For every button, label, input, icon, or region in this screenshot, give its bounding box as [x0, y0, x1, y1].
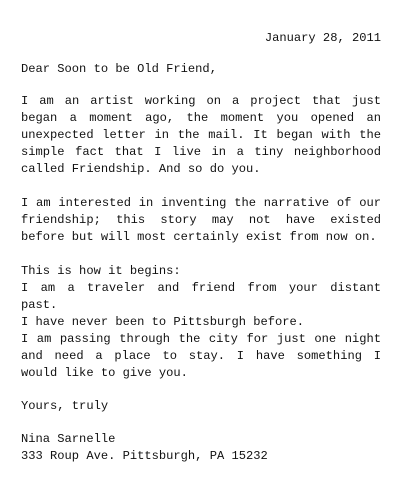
story-block — [21, 263, 381, 382]
letter-closing: Yours, truly — [21, 399, 109, 413]
story-line-traveler: I am a traveler and friend from your distant past. — [21, 281, 381, 312]
letter-paragraph-2: I am interested in inventing the narrative of our friendship; this story may not have existed before but will most certainly exist from now on. — [21, 196, 381, 244]
story-intro-line: This is how it begins: — [21, 264, 181, 278]
signature-name: Nina Sarnelle — [21, 432, 116, 446]
story-line-pittsburgh: I have never been to Pittsburgh before. — [21, 315, 305, 329]
letter-paragraph-1: I am an artist working on a project that just began a moment ago, the moment you opened an unexpected letter in the mail. It began with the simple fact that I live in a tiny neighborhood called Friendship. And so do you. — [21, 94, 381, 176]
letter-date: January 28, 2011 — [264, 31, 381, 45]
letter-salutation: Dear Soon to be Old Friend, — [21, 62, 217, 76]
signature-address: 333 Roup Ave. Pittsburgh, PA 15232 — [21, 449, 268, 463]
story-line-passing-through: I am passing through the city for just one night and need a place to stay. I have something I would like to give you. — [21, 332, 381, 380]
